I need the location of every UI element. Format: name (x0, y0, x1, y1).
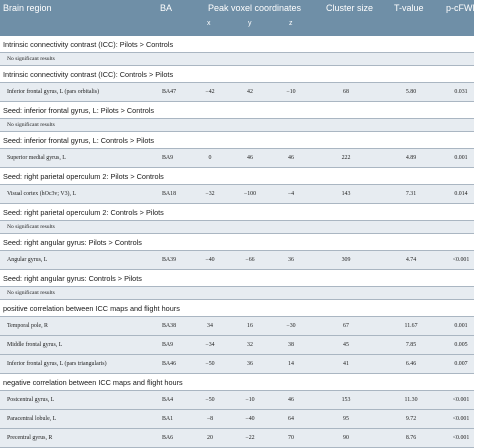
cell-region: Inferior frontal gyrus, L (pars triangularis) (7, 361, 107, 367)
cell-y: −10 (245, 397, 255, 403)
cell-t: 9.72 (405, 416, 417, 422)
header-t-value: T-value (394, 3, 424, 13)
cell-ba: BA39 (162, 257, 177, 263)
cell-t: 6.46 (405, 361, 417, 367)
cell-ba: BA1 (162, 416, 174, 422)
table-row (0, 251, 474, 270)
cell-region: Inferior frontal gyrus, L (pars orbitalis) (7, 89, 100, 95)
cell-y: −100 (243, 191, 257, 197)
header-x: x (207, 20, 211, 27)
cell-x: 34 (207, 323, 213, 329)
cell-y: 46 (247, 155, 253, 161)
cell-x: −8 (206, 416, 214, 422)
no-results-note: No significant results (7, 290, 55, 296)
section-row (0, 36, 474, 53)
cell-x: 0 (208, 155, 212, 161)
cell-p: 0.031 (454, 89, 468, 95)
cell-region: Postcentral gyrus, L (7, 397, 55, 403)
cell-ba: BA6 (162, 435, 174, 441)
cell-z: 36 (288, 257, 294, 263)
cell-x: −50 (205, 397, 215, 403)
no-results-note: No significant results (7, 224, 55, 230)
header-cluster-size: Cluster size (326, 3, 374, 13)
cell-z: −30 (286, 323, 296, 329)
section-label: Seed: right parietal operculum 2: Controls > Pilots (3, 208, 164, 217)
header-y: y (248, 20, 252, 27)
cell-y: −40 (245, 416, 255, 422)
cell-y: −66 (245, 257, 255, 263)
cell-size: 41 (343, 361, 349, 367)
cell-size: 90 (343, 435, 349, 441)
cell-ba: BA47 (162, 89, 177, 95)
cell-x: −42 (205, 89, 215, 95)
section-row (0, 66, 474, 83)
header-z: z (289, 20, 293, 27)
cell-t: 4.74 (405, 257, 417, 263)
section-row (0, 270, 474, 287)
cell-t: 8.76 (405, 435, 417, 441)
cell-p: <0.001 (452, 397, 470, 403)
cell-region: Precentral gyrus, R (7, 435, 53, 441)
cell-region: Temporal pole, R (7, 323, 48, 329)
table-row (0, 83, 474, 102)
cell-x: −34 (205, 342, 215, 348)
header-brain-region: Brain region (3, 3, 52, 13)
cell-t: 7.85 (405, 342, 417, 348)
cell-size: 222 (341, 155, 351, 161)
cell-region: Middle frontal gyrus, L (7, 342, 63, 348)
table-row (0, 185, 474, 204)
cell-p: 0.014 (454, 191, 468, 197)
table-row (0, 336, 474, 355)
section-row (0, 168, 474, 185)
table-row (0, 410, 474, 429)
cell-t: 11.67 (404, 323, 418, 329)
cell-z: 70 (288, 435, 294, 441)
section-row (0, 132, 474, 149)
table-row (0, 355, 474, 374)
section-label: Seed: right parietal operculum 2: Pilots > Controls (3, 172, 164, 181)
section-label: Intrinsic connectivity contrast (ICC): Pilots > Controls (3, 40, 174, 49)
cell-region: Visual cortex (hOc3v; V3), L (7, 191, 77, 197)
cell-p: <0.001 (452, 435, 470, 441)
cell-size: 309 (341, 257, 351, 263)
table-row (0, 317, 474, 336)
header-p-cfwe: p-cFWE (446, 3, 479, 13)
table-row (0, 149, 474, 168)
section-row (0, 374, 474, 391)
section-label: Seed: inferior frontal gyrus, L: Pilots > Controls (3, 106, 155, 115)
cell-z: −10 (286, 89, 296, 95)
cell-size: 68 (343, 89, 349, 95)
cell-z: 14 (288, 361, 294, 367)
cell-size: 153 (341, 397, 351, 403)
cell-ba: BA9 (162, 342, 174, 348)
cell-z: 46 (288, 155, 294, 161)
cell-t: 4.89 (405, 155, 417, 161)
cell-z: 64 (288, 416, 294, 422)
cell-ba: BA18 (162, 191, 177, 197)
cell-z: 46 (288, 397, 294, 403)
cell-z: −4 (287, 191, 295, 197)
no-results-note: No significant results (7, 56, 55, 62)
section-row (0, 234, 474, 251)
cell-x: −50 (205, 361, 215, 367)
section-row (0, 300, 474, 317)
table-header (0, 0, 479, 36)
table-row (0, 391, 474, 410)
cell-size: 45 (343, 342, 349, 348)
cell-t: 7.31 (405, 191, 417, 197)
cell-ba: BA38 (162, 323, 177, 329)
cell-ba: BA9 (162, 155, 174, 161)
cell-t: 11.30 (404, 397, 418, 403)
cell-x: −40 (205, 257, 215, 263)
cell-x: −32 (205, 191, 215, 197)
header-ba: BA (160, 3, 173, 13)
section-label: Seed: inferior frontal gyrus, L: Controls > Pilots (3, 136, 155, 145)
cell-region: Superior medial gyrus, L (7, 155, 66, 161)
section-label: negative correlation between ICC maps and flight hours (3, 378, 183, 387)
cell-region: Paracentral lobule, L (7, 416, 57, 422)
no-results-note: No significant results (7, 122, 55, 128)
section-row (0, 102, 474, 119)
cell-p: 0.001 (454, 323, 468, 329)
cell-p: <0.001 (452, 257, 470, 263)
section-label: Seed: right angular gyrus: Pilots > Controls (3, 238, 142, 247)
cell-p: <0.001 (452, 416, 470, 422)
cell-y: −22 (245, 435, 255, 441)
cell-p: 0.005 (454, 342, 468, 348)
cell-y: 32 (247, 342, 253, 348)
cell-size: 95 (343, 416, 349, 422)
table-row (0, 429, 474, 448)
section-label: positive correlation between ICC maps and flight hours (3, 304, 180, 313)
cell-ba: BA46 (162, 361, 177, 367)
cell-y: 36 (247, 361, 253, 367)
header-peak-voxel-coordinates: Peak voxel coordinates (208, 3, 302, 13)
section-row (0, 204, 474, 221)
cell-z: 38 (288, 342, 294, 348)
cell-p: 0.007 (454, 361, 468, 367)
cell-x: 20 (207, 435, 213, 441)
cell-p: 0.001 (454, 155, 468, 161)
cell-size: 67 (343, 323, 349, 329)
section-label: Seed: right angular gyrus: Controls > Pilots (3, 274, 142, 283)
cell-size: 143 (341, 191, 351, 197)
cell-ba: BA4 (162, 397, 174, 403)
cell-region: Angular gyrus, L (7, 257, 48, 263)
cell-y: 42 (247, 89, 253, 95)
cell-y: 16 (247, 323, 253, 329)
section-label: Intrinsic connectivity contrast (ICC): Controls > Pilots (3, 70, 174, 79)
cell-t: 5.80 (405, 89, 417, 95)
